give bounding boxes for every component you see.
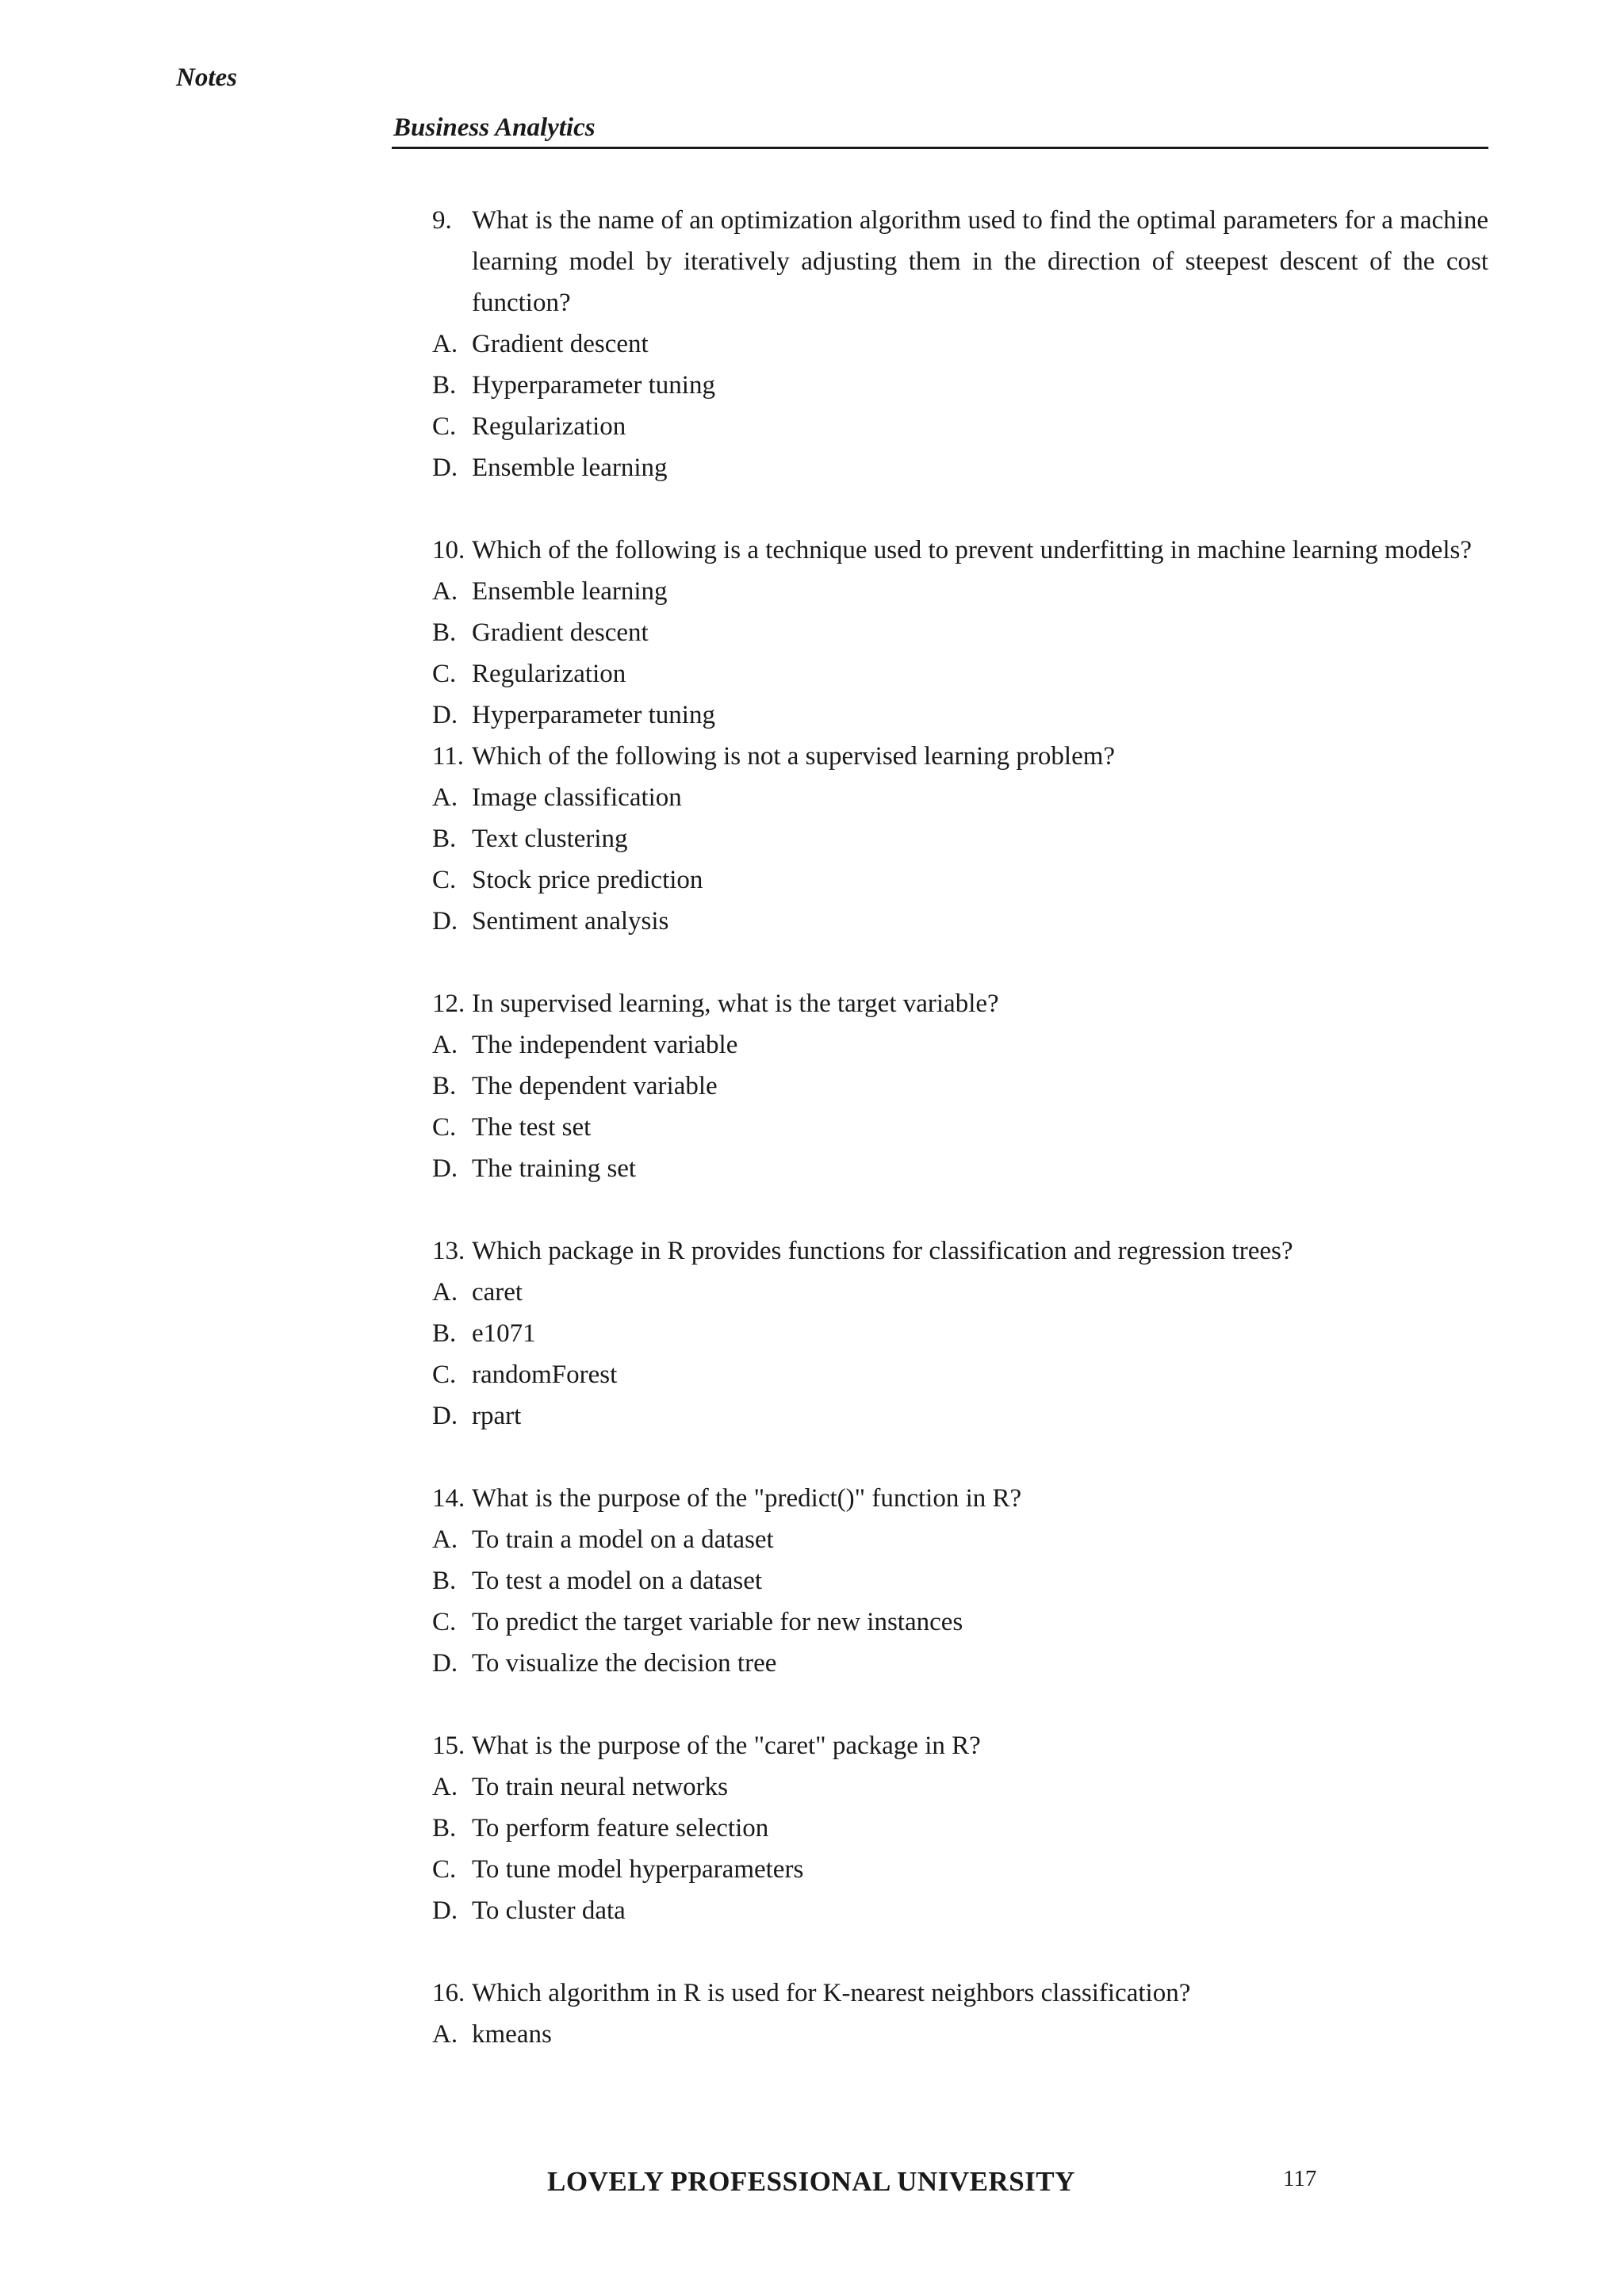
option-text: Image classification	[472, 783, 682, 812]
option-d	[432, 901, 1488, 942]
option-text: kmeans	[472, 2020, 552, 2049]
option-a	[432, 1766, 1488, 1808]
question-14	[432, 1478, 1488, 1519]
question-text: Which package in R provides functions for classification and regression trees?	[472, 1237, 1293, 1265]
option-c	[432, 653, 1488, 695]
option-text: Text clustering	[472, 825, 628, 853]
option-letter: B.	[432, 825, 457, 853]
option-text: The dependent variable	[472, 1072, 718, 1100]
option-letter: C.	[432, 1113, 457, 1142]
question-number: 10.	[432, 536, 465, 564]
question-block-16	[432, 1973, 1488, 2055]
option-text: Hyperparameter tuning	[472, 371, 715, 400]
question-text: What is the purpose of the "predict()" function in R?	[472, 1484, 1022, 1513]
option-letter: A.	[432, 330, 458, 358]
question-block-11	[432, 736, 1488, 942]
option-text: Sentiment analysis	[472, 907, 669, 936]
option-d	[432, 447, 1488, 488]
option-c	[432, 1354, 1488, 1395]
option-letter: A.	[432, 783, 458, 812]
option-text: To predict the target variable for new instances	[472, 1608, 963, 1636]
option-d	[432, 1643, 1488, 1684]
question-number: 11.	[432, 742, 465, 771]
option-letter: D.	[432, 1154, 458, 1183]
option-b	[432, 1313, 1488, 1354]
question-12	[432, 983, 1488, 1024]
option-text: To test a model on a dataset	[472, 1567, 763, 1595]
option-letter: B.	[432, 1319, 457, 1348]
option-letter: C.	[432, 660, 457, 688]
option-a	[432, 1024, 1488, 1066]
question-block-12	[432, 983, 1488, 1189]
option-text: To train neural networks	[472, 1773, 729, 1801]
option-text: e1071	[472, 1319, 536, 1348]
option-text: To visualize the decision tree	[472, 1649, 777, 1678]
question-number: 14.	[432, 1484, 465, 1513]
question-block-13	[432, 1230, 1488, 1437]
option-letter: B.	[432, 371, 457, 400]
option-text: rpart	[472, 1402, 522, 1430]
option-text: Gradient descent	[472, 330, 649, 358]
question-11	[432, 736, 1488, 777]
option-d	[432, 1148, 1488, 1189]
option-text: To train a model on a dataset	[472, 1525, 774, 1554]
question-text: What is the name of an optimization algorithm used to find the optimal parameters for a machine learning model by iteratively adjusting them in the direction of steepest descent of the cost function?	[472, 206, 1488, 317]
option-text: randomForest	[472, 1360, 618, 1389]
option-letter: D.	[432, 1649, 458, 1678]
option-text: The test set	[472, 1113, 592, 1142]
option-text: The independent variable	[472, 1031, 738, 1059]
question-number: 12.	[432, 989, 465, 1018]
question-number: 9.	[432, 206, 452, 235]
question-text: Which of the following is a technique used to prevent underfitting in machine learning models?	[472, 536, 1472, 564]
question-number: 15.	[432, 1732, 465, 1760]
option-b	[432, 1808, 1488, 1849]
option-text: Ensemble learning	[472, 577, 668, 606]
option-c	[432, 1601, 1488, 1643]
option-b	[432, 612, 1488, 653]
margin-notes-label: Notes	[176, 63, 237, 92]
option-letter: A.	[432, 1773, 458, 1801]
option-letter: C.	[432, 412, 457, 441]
option-letter: B.	[432, 1567, 457, 1595]
option-letter: B.	[432, 1814, 457, 1843]
page-number: 117	[1283, 2166, 1317, 2191]
question-10	[432, 530, 1488, 571]
option-text: To cluster data	[472, 1896, 626, 1925]
option-a	[432, 2014, 1488, 2055]
option-letter: D.	[432, 1896, 458, 1925]
option-text: Gradient descent	[472, 618, 649, 647]
option-text: Regularization	[472, 660, 626, 688]
option-letter: C.	[432, 1855, 457, 1884]
question-9	[432, 200, 1488, 323]
option-text: Regularization	[472, 412, 626, 441]
option-a	[432, 571, 1488, 612]
question-number: 13.	[432, 1237, 465, 1265]
option-letter: A.	[432, 1278, 458, 1307]
footer-university-name: LOVELY PROFESSIONAL UNIVERSITY	[547, 2166, 1075, 2197]
option-text: The training set	[472, 1154, 637, 1183]
question-text: Which of the following is not a supervised learning problem?	[472, 742, 1116, 771]
question-list	[432, 200, 1488, 2055]
option-letter: A.	[432, 1031, 458, 1059]
option-a	[432, 323, 1488, 365]
question-block-10	[432, 530, 1488, 736]
option-letter: D.	[432, 1402, 458, 1430]
option-d	[432, 1890, 1488, 1931]
question-13	[432, 1230, 1488, 1272]
option-letter: B.	[432, 1072, 457, 1100]
option-b	[432, 1560, 1488, 1601]
option-text: caret	[472, 1278, 523, 1307]
question-15	[432, 1725, 1488, 1766]
question-block-9	[432, 200, 1488, 488]
option-c	[432, 1107, 1488, 1148]
option-text: Stock price prediction	[472, 866, 703, 894]
option-letter: A.	[432, 1525, 458, 1554]
option-c	[432, 1849, 1488, 1890]
option-letter: D.	[432, 701, 458, 729]
option-d	[432, 1395, 1488, 1437]
option-c	[432, 859, 1488, 901]
option-text: Ensemble learning	[472, 453, 668, 482]
option-b	[432, 818, 1488, 859]
option-c	[432, 406, 1488, 447]
question-block-15	[432, 1725, 1488, 1931]
option-b	[432, 365, 1488, 406]
header-rule	[392, 147, 1488, 149]
option-letter: C.	[432, 1360, 457, 1389]
question-text: What is the purpose of the "caret" package in R?	[472, 1732, 981, 1760]
option-b	[432, 1066, 1488, 1107]
question-text: In supervised learning, what is the target variable?	[472, 989, 999, 1018]
question-block-14	[432, 1478, 1488, 1684]
option-d	[432, 695, 1488, 736]
question-16	[432, 1973, 1488, 2014]
question-text: Which algorithm in R is used for K-nearest neighbors classification?	[472, 1979, 1191, 2007]
option-letter: C.	[432, 1608, 457, 1636]
option-text: To tune model hyperparameters	[472, 1855, 804, 1884]
option-text: To perform feature selection	[472, 1814, 769, 1843]
option-a	[432, 1519, 1488, 1560]
option-letter: D.	[432, 907, 458, 936]
option-letter: A.	[432, 2020, 458, 2049]
option-letter: C.	[432, 866, 457, 894]
option-text: Hyperparameter tuning	[472, 701, 715, 729]
option-letter: B.	[432, 618, 457, 647]
option-a	[432, 777, 1488, 818]
option-letter: A.	[432, 577, 458, 606]
option-letter: D.	[432, 453, 458, 482]
option-a	[432, 1272, 1488, 1313]
question-number: 16.	[432, 1979, 465, 2007]
running-head-title: Business Analytics	[393, 113, 596, 142]
